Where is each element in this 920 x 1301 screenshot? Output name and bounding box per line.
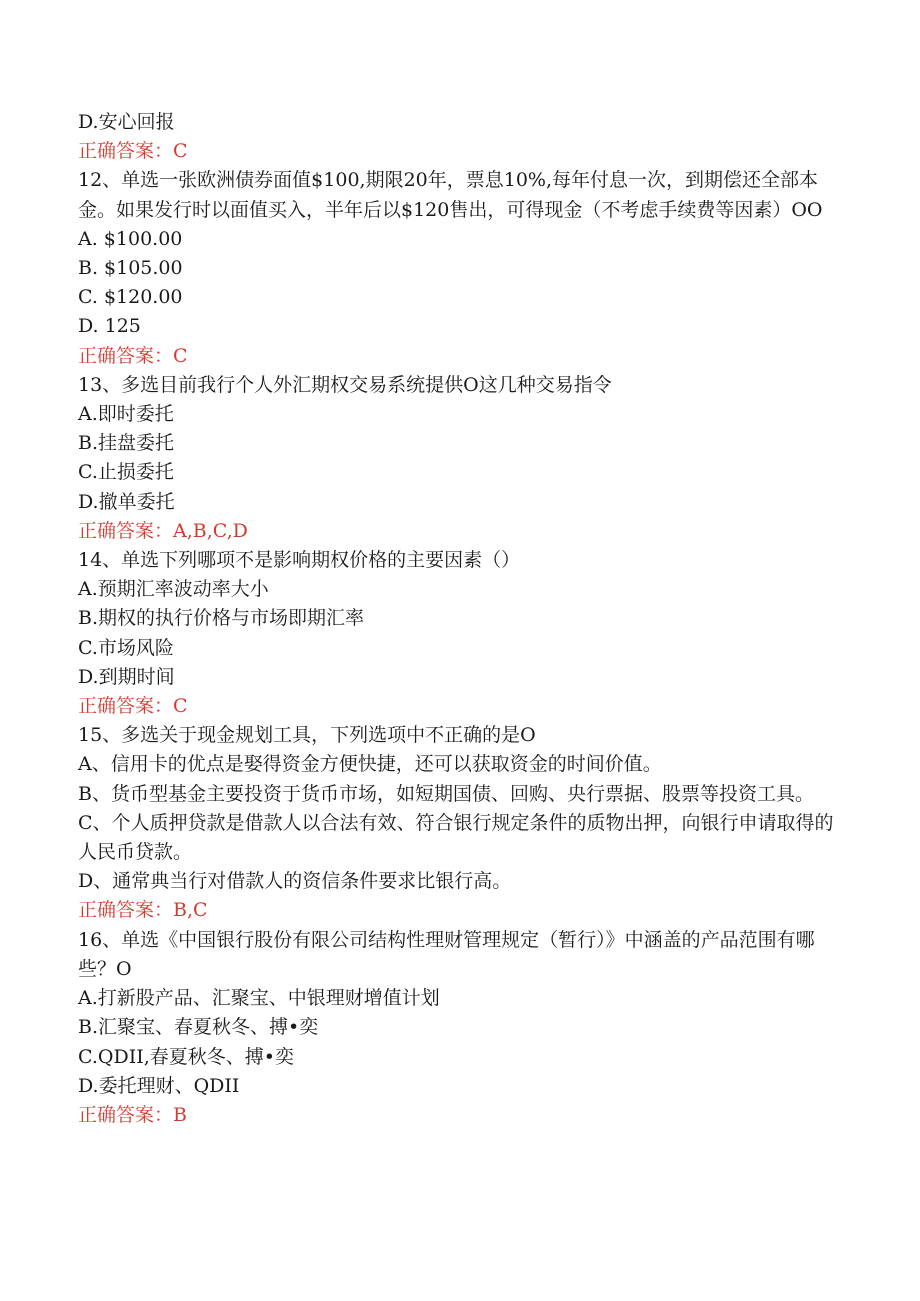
answer-value: C — [173, 344, 188, 367]
question-text: 13、多选目前我行个人外汇期权交易系统提供O这几种交易指令 — [78, 373, 612, 396]
answer-label: 正确答案： — [78, 899, 174, 922]
option-line: B. $105.00 — [78, 257, 183, 280]
question-text: 12、单选一张欧洲债券面值$100,期限20年，票息10%,每年付息一次，到期偿还全部本金。如果发行时以面值买入，半年后以$120售出，可得现金（不考虑手续费等因素）OO — [78, 169, 823, 221]
option-line: B.挂盘委托 — [78, 432, 175, 455]
option-line: C、个人质押贷款是借款人以合法有效、符合银行规定条件的质物出押，向银行申请取得的人民币贷款。 — [78, 811, 834, 864]
answer-label: 正确答案： — [78, 140, 174, 163]
option-line: D.安心回报 — [78, 111, 175, 133]
question-text: 15、多选关于现金规划工具，下列选项中不正确的是O — [78, 724, 536, 747]
option-line: C.止损委托 — [78, 461, 174, 484]
question-text: 14、单选下列哪项不是影响期权价格的主要因素（） — [78, 549, 521, 572]
option-line: D.到期时间 — [78, 665, 175, 688]
answer-label: 正确答案： — [78, 695, 174, 718]
option-line: D. 125 — [78, 315, 141, 338]
option-line: A、信用卡的优点是娶得资金方便快捷，还可以获取资金的时间价值。 — [78, 753, 662, 776]
option-line: D.撤单委托 — [78, 490, 175, 513]
answer-line — [78, 517, 838, 546]
answer-value: B,C — [173, 899, 208, 922]
option-line: A.即时委托 — [78, 403, 174, 426]
answer-line — [78, 137, 838, 166]
option-line: B.期权的执行价格与市场即期汇率 — [78, 607, 365, 630]
option-line: C.QDII,春夏秋冬、搏•奕 — [78, 1045, 294, 1068]
answer-line — [78, 692, 838, 721]
answer-value: B — [173, 1103, 187, 1126]
answer-value: C — [173, 140, 188, 163]
option-line: A.打新股产品、汇聚宝、中银理财增值计划 — [78, 987, 440, 1010]
question-text: 16、单选《中国银行股份有限公司结构性理财管理规定（暂行）》中涵盖的产品范围有哪些？O — [78, 928, 815, 980]
option-line: C.市场风险 — [78, 636, 174, 659]
answer-line — [78, 896, 838, 925]
answer-value: C — [173, 695, 188, 718]
option-line: C. $120.00 — [78, 286, 183, 309]
option-line: A. $100.00 — [78, 227, 183, 250]
option-line: D、通常典当行对借款人的资信条件要求比银行高。 — [78, 870, 512, 893]
answer-label: 正确答案： — [78, 344, 174, 367]
answer-line — [78, 342, 838, 371]
option-line: B、货币型基金主要投资于货币市场，如短期国债、回购、央行票据、股票等投资工具。 — [78, 782, 814, 805]
answer-label: 正确答案： — [78, 1103, 174, 1126]
option-line: B.汇聚宝、春夏秋冬、搏•奕 — [78, 1016, 319, 1039]
answer-line — [78, 1101, 838, 1130]
option-line: D.委托理财、QDII — [78, 1074, 240, 1097]
answer-label: 正确答案： — [78, 519, 174, 542]
answer-value: A,B,C,D — [173, 519, 248, 542]
option-line: A.预期汇率波动率大小 — [78, 578, 269, 601]
document-content — [78, 108, 838, 1130]
